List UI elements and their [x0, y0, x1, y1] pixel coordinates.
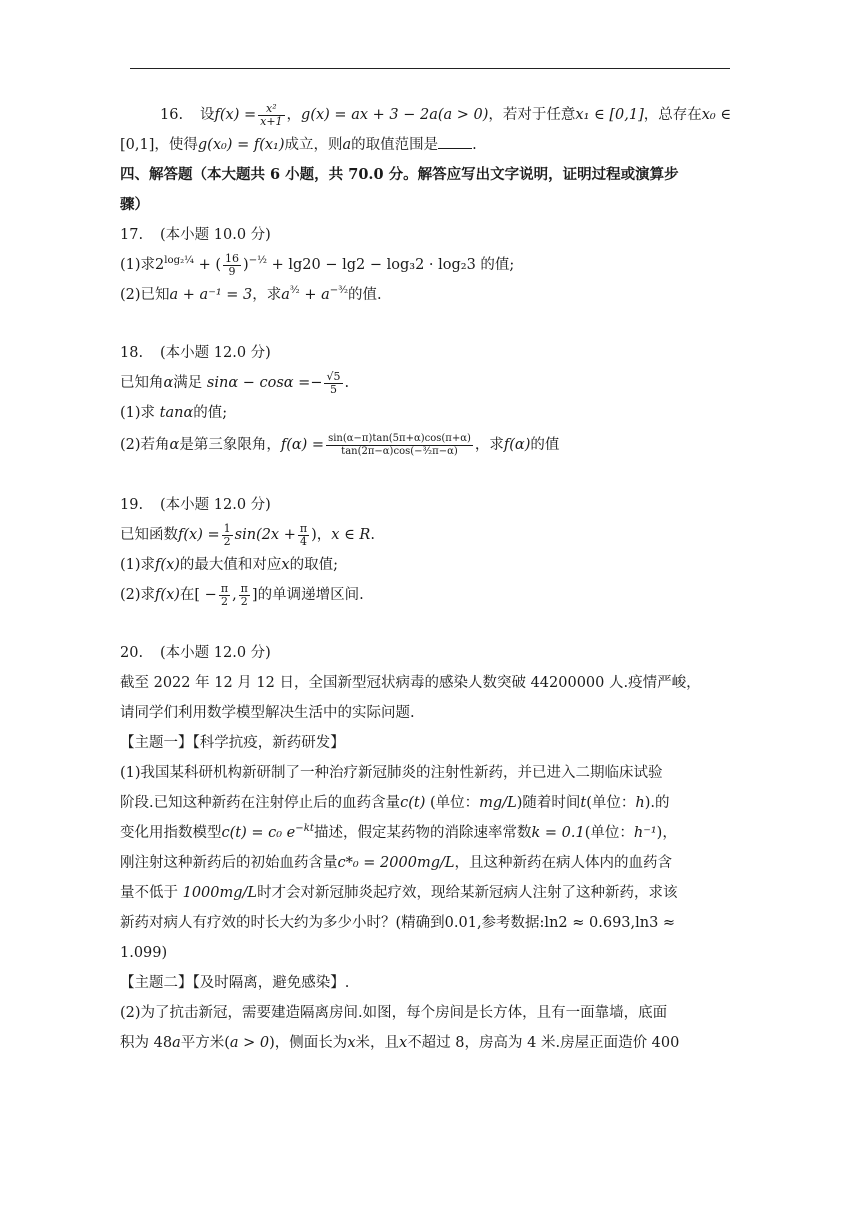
q20-theme-1: 【主题一】【科学抗疫，新药研发】	[120, 735, 345, 751]
q20-p1-line-7: 1.099)	[120, 945, 168, 961]
q20-p2-line-2	[120, 1028, 690, 1058]
q20-text: ).的	[644, 795, 670, 811]
q18-frac-den: 5	[329, 382, 337, 396]
q19-frac-num: 1	[223, 521, 231, 535]
q17-exponent: ³⁄₂	[289, 285, 300, 297]
q20-intro-line-2: 请同学们利用数学模型解决生活中的实际问题.	[120, 705, 415, 721]
q20-x: x	[399, 1035, 408, 1051]
q19-text: ]的单调递增区间.	[251, 587, 364, 603]
section-heading-line-1: 四、解答题（本大题共 6 小题，共 70.0 分。解答应写出文字说明，证明过程或演算步	[120, 166, 679, 183]
q20-p1-line-3	[120, 818, 690, 848]
q20-text: 变化用指数模型	[120, 825, 222, 841]
section-4-heading	[120, 160, 730, 220]
q16-text: .	[472, 137, 477, 153]
q18-header	[120, 338, 730, 368]
q19-frac-den: 2	[223, 534, 231, 548]
q16-frac-num: x²	[258, 103, 284, 116]
q16-frac-den: x+1	[260, 114, 283, 128]
q16-text: 的取值范围是	[351, 137, 439, 153]
q19-frac-den: 2	[220, 594, 228, 608]
q19-interval-right	[239, 583, 250, 608]
q17-expr: a	[281, 287, 290, 303]
q19-text: 的最大值和对应	[179, 557, 282, 573]
q20-score: (本小题 12.0 分)	[160, 645, 271, 661]
q18-f-def: f(α) =	[280, 437, 325, 453]
q17-number: 17.	[120, 227, 144, 243]
q17-text: (1)求	[120, 257, 156, 273]
q17-part-1	[120, 250, 730, 280]
question-20	[120, 638, 701, 1058]
q17-exponent: −³⁄₂	[329, 285, 349, 297]
q18-stem	[120, 368, 730, 398]
q20-intro-line-1: 截至 2022 年 12 月 12 日，全国新型冠状病毒的感染人数突破 44200000 人.疫情严峻，	[120, 675, 701, 691]
q17-expr: + (	[193, 257, 222, 273]
q17-expr: + a	[299, 287, 330, 303]
q20-x: x	[347, 1035, 356, 1051]
question-16	[120, 100, 732, 160]
q16-g-def: g(x) = ax + 3 − 2a(a > 0)	[301, 107, 489, 123]
q17-text: ，求	[252, 287, 282, 303]
q19-text: (1)求	[120, 557, 156, 573]
q17-header	[120, 220, 730, 250]
q20-model: c(t) = c₀ e	[221, 825, 296, 841]
q16-fraction	[258, 103, 284, 128]
q18-text: (1)求	[120, 405, 160, 421]
q19-f-def: f(x) =	[178, 527, 220, 543]
q20-exponent: −kt	[295, 823, 314, 835]
q19-text: )，	[311, 527, 332, 543]
q20-text: 米，且	[355, 1035, 399, 1051]
q18-text: 的值	[530, 437, 560, 453]
q20-p1-line-1: (1)我国某科研机构新研制了一种治疗新冠肺炎的注射性新药，并已进入二期临床试验	[120, 765, 663, 781]
question-18	[120, 338, 730, 462]
q18-text: 满足	[173, 375, 207, 391]
q19-frac-den: 2	[240, 594, 248, 608]
q17-frac-den: 9	[228, 264, 236, 278]
q20-unit: mg/L	[479, 795, 517, 811]
q20-text: )，侧面长为	[269, 1035, 348, 1051]
q17-text: 的值.	[348, 287, 382, 303]
q16-text: ，	[286, 107, 302, 123]
q18-text: (2)若角	[120, 437, 170, 453]
q20-text: 平方米(	[180, 1035, 230, 1051]
q17-expr: 2	[155, 257, 165, 273]
q20-text: 量不低于	[120, 885, 183, 901]
q17-expr: + lg20 − lg2 − log₃2 · log₂3	[267, 257, 476, 273]
q19-header	[120, 490, 730, 520]
q18-text: ，求	[474, 437, 504, 453]
q17-text: (2)已知	[120, 287, 170, 303]
q20-c0: c*₀ = 2000mg/L	[337, 855, 455, 871]
q16-var-a: a	[342, 137, 352, 153]
q19-fx: f(x)	[155, 587, 180, 603]
q20-header	[120, 638, 690, 668]
q17-part-2	[120, 280, 730, 310]
q20-p1-line-4	[120, 848, 690, 878]
q20-text: 时才会对新冠肺炎起疗效，现给某新冠病人注射了这种新药，求该	[257, 885, 678, 901]
q20-p1-line-5	[120, 878, 690, 908]
q18-tan: tanα	[159, 405, 194, 421]
q17-expr: )	[243, 257, 249, 273]
q18-text: 是第三象限角，	[179, 437, 281, 453]
q16-line-1	[160, 100, 730, 130]
q20-p1-line-6: 新药对病人有疗效的时长大约为多少小时？(精确到0.01,参考数据:ln2 ≈ 0.693,ln3 ≈	[120, 915, 676, 931]
q19-sin: sin(2x +	[234, 527, 296, 543]
q20-text: 刚注射这种新药后的初始血药含量	[120, 855, 338, 871]
q20-text: (单位：	[425, 795, 480, 811]
q18-text: 的值;	[193, 405, 228, 421]
q17-frac-num: 16	[225, 251, 240, 265]
answer-blank[interactable]	[438, 134, 472, 149]
q18-big-frac-den: tan(2π−α)cos(−³⁄₂π−α)	[341, 445, 458, 457]
q16-text: 设	[200, 107, 215, 123]
q20-text: (单位：	[584, 825, 634, 841]
q18-big-fraction	[326, 433, 473, 458]
q18-equation: sinα − cosα =−	[206, 375, 323, 391]
q19-number: 19.	[120, 497, 144, 513]
q17-fraction	[223, 253, 241, 278]
q16-equation: g(x₀) = f(x₁)	[197, 137, 285, 153]
q20-text: 不超过 8，房高为 4 米.房屋正面造价 400	[407, 1035, 680, 1051]
q18-part-2	[120, 428, 730, 462]
q19-x: x	[281, 557, 290, 573]
q18-alpha: α	[169, 437, 180, 453]
document-body	[120, 100, 732, 1058]
q19-frac-num: π	[220, 581, 229, 595]
q19-frac-den: 4	[299, 534, 307, 548]
q20-theme-2: 【主题二】【及时隔离，避免感染】.	[120, 975, 350, 991]
q17-equation: a + a⁻¹ = 3	[169, 287, 253, 303]
q20-text: )随着时间	[516, 795, 581, 811]
q18-alpha: α	[163, 375, 174, 391]
q18-fraction	[324, 371, 342, 396]
q20-p2-line-1: (2)为了抗击新冠，需要建造隔离房间.如图，每个房间是长方体，且有一面靠墙，底面	[120, 1005, 668, 1021]
q20-text: ，且这种新药在病人体内的血药含	[454, 855, 672, 871]
q18-score: (本小题 12.0 分)	[160, 345, 271, 361]
q19-text: 的取值;	[289, 557, 338, 573]
q18-text: 已知角	[120, 375, 164, 391]
q19-stem	[120, 520, 730, 550]
q18-frac-num: √5	[326, 369, 341, 383]
q16-text: 成立，则	[284, 137, 343, 153]
q20-unit: h⁻¹	[633, 825, 657, 841]
q16-x1: x₁ ∈ [0,1]	[575, 107, 644, 123]
q16-line-2	[120, 130, 730, 160]
q18-f-alpha: f(α)	[503, 437, 531, 453]
q20-ct: c(t)	[400, 795, 426, 811]
q16-text: ，若对于任意	[488, 107, 576, 123]
q17-exponent: log₂¼	[164, 255, 194, 267]
q19-text: 已知函数	[120, 527, 178, 543]
q19-score: (本小题 12.0 分)	[160, 497, 271, 513]
q18-text: .	[344, 375, 350, 391]
q19-fraction-pi	[298, 523, 309, 548]
section-heading-line-2: 骤）	[120, 196, 149, 213]
q20-text: 描述，假定某药物的消除速率常数	[313, 825, 532, 841]
q20-text: 阶段.已知这种新药在注射停止后的血药含量	[120, 795, 401, 811]
q19-fx: f(x)	[155, 557, 180, 573]
q16-f-def: f(x) =	[214, 107, 257, 123]
q19-part-2	[120, 580, 730, 610]
q18-number: 18.	[120, 345, 144, 361]
q19-text: ,	[232, 587, 237, 603]
q20-cond: a > 0	[229, 1035, 270, 1051]
q19-interval-left	[219, 583, 230, 608]
q19-part-1	[120, 550, 730, 580]
q20-text: (单位：	[586, 795, 636, 811]
spacer	[160, 462, 730, 490]
q20-text: )，	[656, 825, 677, 841]
q16-text: ，总存在	[643, 107, 702, 123]
question-19	[120, 490, 730, 610]
q20-a: a	[172, 1035, 181, 1051]
q19-fraction	[222, 523, 233, 548]
spacer	[160, 610, 730, 638]
q17-exponent: −½	[248, 255, 267, 267]
q20-t: t	[580, 795, 587, 811]
q20-p1-line-2	[120, 788, 690, 818]
q20-h: h	[635, 795, 645, 811]
q19-frac-num: π	[240, 581, 248, 595]
spacer	[160, 310, 730, 338]
q19-frac-num: π	[299, 521, 308, 535]
q18-big-frac-num: sin(α−π)tan(5π+α)cos(π+α)	[328, 432, 471, 444]
q20-unit: 1000mg/L	[182, 885, 258, 901]
q20-text: 积为 48	[120, 1035, 173, 1051]
q17-score: (本小题 10.0 分)	[160, 227, 271, 243]
q19-text: 在[ −	[179, 587, 217, 603]
q20-number: 20.	[120, 645, 144, 661]
q16-x0: x₀ ∈	[701, 107, 732, 123]
q16-number: 16.	[160, 107, 184, 123]
q19-text: .	[370, 527, 375, 543]
question-17	[120, 220, 730, 310]
q19-domain: x ∈ R	[331, 527, 371, 543]
q16-text: [0,1]，使得	[120, 137, 198, 153]
q17-text: 的值;	[475, 257, 515, 273]
q20-k: k = 0.1	[531, 825, 585, 841]
q18-part-1	[120, 398, 730, 428]
q19-text: (2)求	[120, 587, 156, 603]
header-rule	[130, 68, 730, 69]
